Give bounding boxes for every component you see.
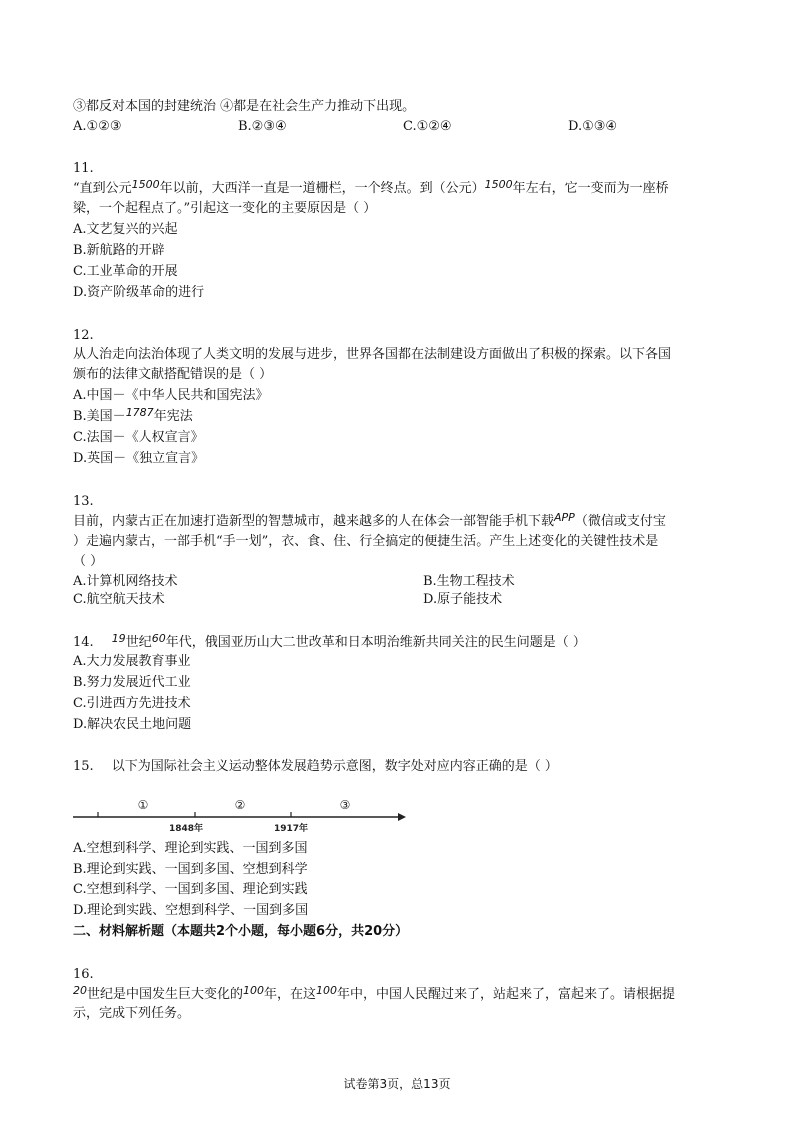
q11-option-c[interactable]: C.工业革命的开展: [73, 264, 178, 279]
q12-stem-line2: 颁布的法律文献搭配错误的是（ ）: [73, 367, 273, 382]
option-d[interactable]: D.①③④: [568, 119, 618, 134]
timeline-arrow: [398, 813, 406, 821]
page-footer: 试卷第3页，总13页: [343, 1077, 451, 1091]
q15-stem: 15. 以下为国际社会主义运动整体发展趋势示意图，数字处对应内容正确的是（ ）: [73, 759, 558, 774]
q12-option-d[interactable]: D.英国－《独立宣言》: [73, 451, 205, 466]
q14-stem: 14. $^{19}$世纪$^{60}$年代，俄国亚历山大二世改革和日本明治维新共同关注的民生问题是（ ）: [73, 632, 586, 650]
option-b[interactable]: B.②③④: [238, 119, 287, 134]
timeline-mark-1: ①: [137, 798, 149, 812]
option-a[interactable]: A.①②③: [73, 119, 122, 134]
prev-question-line: ③都反对本国的封建统治 ④都是在社会生产力推动下出现。: [73, 99, 416, 114]
q16-number: 16.: [73, 967, 94, 982]
timeline-year-1848: 1848年: [168, 824, 204, 834]
q13-option-a[interactable]: A.计算机网络技术: [73, 574, 178, 589]
q13-number: 13.: [73, 494, 94, 509]
q11-stem-line1: “直到公元$^{1500}$年以前，大西洋一直是一道栅栏，一个终点。到（公元）$^{1500}$年左右，它一变而为一座桥: [73, 178, 669, 196]
q13-option-c[interactable]: C.航空航天技术: [73, 592, 165, 607]
q12-number: 12.: [73, 328, 94, 343]
q15-option-a[interactable]: A.空想到科学、理论到实践、一国到多国: [73, 841, 308, 856]
q11-option-a[interactable]: A.文艺复兴的兴起: [73, 222, 178, 237]
q12-stem-line1: 从人治走向法治体现了人类文明的发展与进步，世界各国都在法制建设方面做出了积极的探索。以下各国: [73, 347, 672, 362]
section-heading: 二、材料解析题（本题共2个小题，每小题6分，共20分）: [73, 924, 409, 939]
q12-option-b[interactable]: B.美国－$^{1787}$年宪法: [73, 406, 193, 424]
q14-option-a[interactable]: A.大力发展教育事业: [73, 654, 191, 669]
q14-option-d[interactable]: D.解决农民土地问题: [73, 717, 192, 732]
q11-number: 11.: [73, 161, 94, 176]
q14-option-b[interactable]: B.努力发展近代工业: [73, 675, 191, 690]
q15-option-b[interactable]: B.理论到实践、一国到多国、空想到科学: [73, 862, 308, 877]
q13-stem-line1: 目前，内蒙古正在加速打造新型的智慧城市，越来越多的人在体会一部智能手机下载$^{APP}$（微信或支付宝: [73, 511, 666, 529]
q12-option-a[interactable]: A.中国－《中华人民共和国宪法》: [73, 388, 269, 403]
q13-stem-line2: ）走遍内蒙古，一部手机“手一划”，衣、食、住、行全搞定的便捷生活。产生上述变化的关键性技术是: [73, 534, 659, 549]
timeline-year-1917: 1917年: [273, 824, 309, 834]
q16-stem-line2: 示，完成下列任务。: [73, 1006, 191, 1021]
q13-option-d[interactable]: D.原子能技术: [423, 592, 503, 607]
q11-option-d[interactable]: D.资产阶级革命的进行: [73, 285, 205, 300]
q15-option-d[interactable]: D.理论到实践、空想到科学、一国到多国: [73, 903, 309, 918]
q16-stem-line1: $^{20}$世纪是中国发生巨大变化的$^{100}$年，在这$^{100}$年中，中国人民醒过来了，站起来了，富起来了。请根据提: [73, 984, 676, 1002]
timeline-mark-2: ②: [234, 798, 246, 812]
q15-option-c[interactable]: C.空想到科学、一国到多国、理论到实践: [73, 882, 308, 897]
timeline-mark-3: ③: [339, 798, 351, 812]
q13-option-b[interactable]: B.生物工程技术: [423, 574, 515, 589]
option-c[interactable]: C.①②④: [403, 119, 452, 134]
q11-option-b[interactable]: B.新航路的开辟: [73, 243, 165, 258]
q14-option-c[interactable]: C.引进西方先进技术: [73, 696, 191, 711]
q11-stem-line2: 梁，一个起程点了。”引起这一变化的主要原因是（ ）: [73, 201, 377, 216]
socialism-timeline-diagram: [73, 795, 413, 835]
q13-stem-line3: （ ）: [73, 554, 104, 569]
q12-option-c[interactable]: C.法国－《人权宣言》: [73, 430, 204, 445]
